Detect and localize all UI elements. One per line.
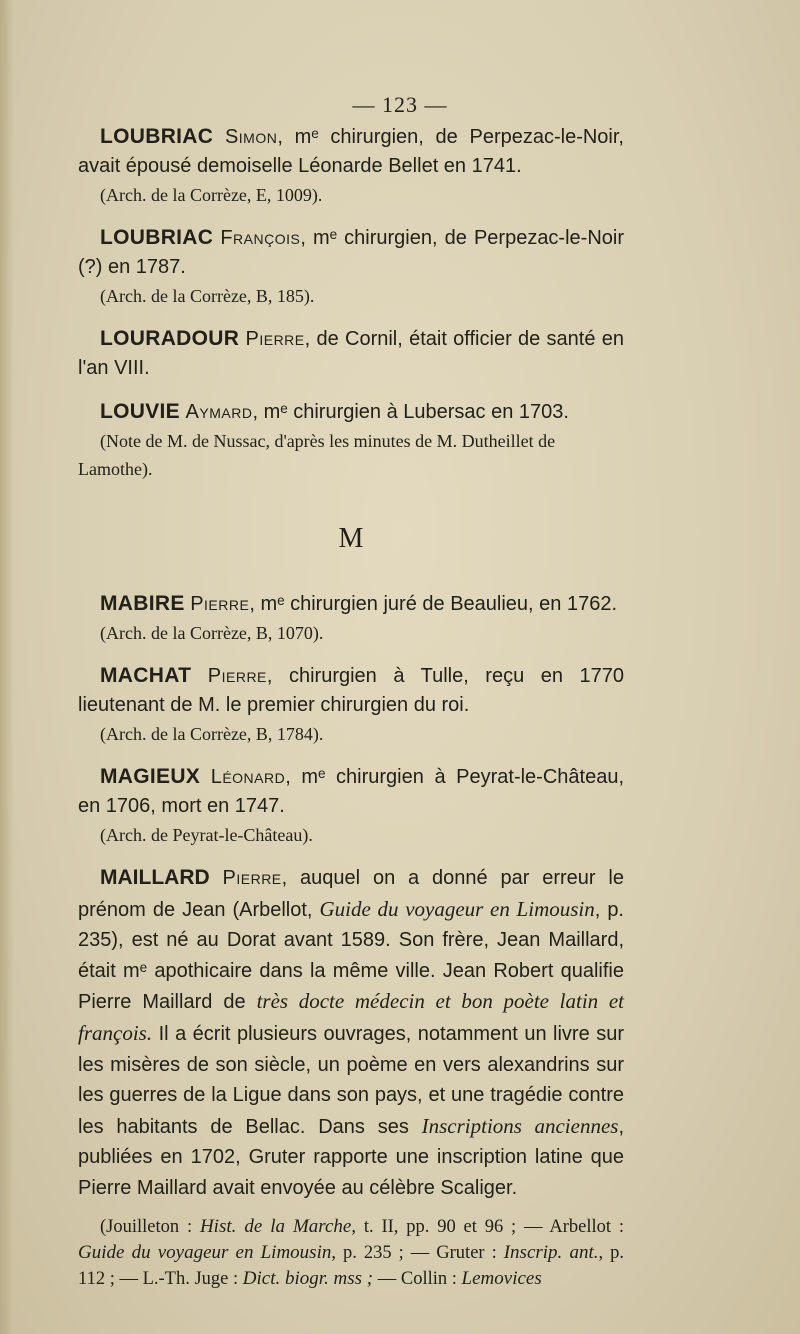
- entry-source-note: (Note de M. de Nussac, d'après les minutes de M. Dutheillet de Lamothe).: [78, 431, 556, 479]
- section-letter: M: [338, 523, 364, 554]
- page-edge-shadow: [0, 0, 14, 1334]
- entry-surname: LOURADOUR: [100, 327, 240, 350]
- ref-title: Hist. de la Marche: [199, 1215, 352, 1237]
- entry-louvie-aymard: [78, 397, 624, 427]
- entry-text: , mᵉ chirurgien à Lubersac en 1703.: [252, 401, 569, 423]
- entry-given-name: Aymard: [185, 401, 253, 423]
- entry-maillard-pierre: [78, 863, 624, 1204]
- ref-title: Guide du voyageur en Limousin: [78, 1241, 332, 1263]
- entry-source-note: (Arch. de la Corrèze, E, 1009).: [100, 185, 323, 205]
- entry-loubriac-francois: [78, 223, 624, 282]
- maillard-references: [78, 1214, 624, 1292]
- entry-text: , de Cornil, était officier de santé en l'an VIII.: [78, 328, 624, 379]
- entry-italic-title: Guide du voyageur en Limousin: [319, 896, 595, 921]
- ref-title: Lemovices: [461, 1267, 542, 1289]
- entry-given-name: Pierre: [190, 593, 250, 615]
- entry-surname: LOUBRIAC: [100, 125, 214, 148]
- entry-given-name: François: [220, 227, 301, 249]
- entry-given-name: Léonard: [210, 766, 286, 788]
- entry-text: , publiées en 1702, Gruter rapporte une inscription latine que Pierre Maillard avait envoyée au célèbre Scaliger.: [78, 1115, 625, 1199]
- entry-given-name: Pierre: [222, 867, 282, 889]
- entry-surname: MACHAT: [100, 664, 192, 687]
- ref-text: — Collin :: [373, 1268, 462, 1289]
- page-content: [78, 122, 624, 1292]
- ref-title: Dict. biogr. mss ;: [242, 1267, 374, 1289]
- entry-loubriac-simon: [78, 122, 624, 181]
- entry-text: , mᵉ chirurgien à Peyrat-le-Château, en 1706, mort en 1747.: [78, 766, 625, 817]
- entry-surname: MAGIEUX: [100, 765, 201, 788]
- entry-mabire-pierre: [78, 589, 624, 619]
- entry-given-name: Pierre: [207, 665, 267, 687]
- ref-title: Inscrip. ant.: [503, 1241, 599, 1263]
- entry-given-name: Simon: [224, 126, 278, 148]
- entry-surname: LOUBRIAC: [100, 226, 214, 249]
- entry-magieux-leonard: [78, 762, 624, 821]
- entry-louradour-pierre: [78, 324, 624, 383]
- entry-text: , mᵉ chirurgien, de Perpezac-le-Noir, avait épousé demoiselle Léonarde Bellet en 1741.: [78, 126, 624, 177]
- entry-italic-title: Inscriptions anciennes: [421, 1113, 619, 1138]
- page-number: — 123 —: [352, 92, 448, 117]
- entry-italic-quote: très docte médecin et bon poète latin et françois.: [78, 989, 624, 1045]
- entry-text: , p. 235), est né au Dorat avant 1589. Son frère, Jean Maillard, était mᵉ apothicaire dans la même ville. Jean Robert qualifie Pierre Maillard de: [78, 898, 624, 1014]
- entry-surname: LOUVIE: [100, 400, 180, 423]
- ref-text: , t. II, pp. 90 et 96 ; — Arbellot :: [351, 1216, 624, 1237]
- entry-surname: MAILLARD: [100, 866, 210, 889]
- entry-text: Il a écrit plusieurs ouvrages, notamment un livre sur les misères de son siècle, un poème en vers alexandrins sur les guerres de la Ligue dans son pays, et une tragédie contre les habitants de Bellac. Dans ses: [78, 1022, 624, 1138]
- entry-machat-pierre: [78, 661, 624, 720]
- entry-source-note: (Arch. de la Corrèze, B, 185).: [100, 286, 315, 306]
- entry-source-note: (Arch. de Peyrat-le-Château).: [100, 825, 313, 845]
- ref-text: (Jouilleton :: [100, 1216, 200, 1237]
- entry-given-name: Pierre: [245, 328, 305, 350]
- entry-surname: MABIRE: [100, 592, 185, 615]
- entry-source-note: (Arch. de la Corrèze, B, 1784).: [100, 724, 324, 744]
- entry-text: , auquel on a donné par erreur le prénom de Jean (Arbellot,: [78, 867, 624, 921]
- entry-text: , chirurgien à Tulle, reçu en 1770 lieutenant de M. le premier chirurgien du roi.: [78, 665, 624, 716]
- entry-text: , mᵉ chirurgien, de Perpezac-le-Noir (?) en 1787.: [78, 227, 624, 278]
- ref-text: , p. 112 ; — L.-Th. Juge :: [78, 1242, 624, 1289]
- entry-source-note: (Arch. de la Corrèze, B, 1070).: [100, 623, 324, 643]
- ref-text: , p. 235 ; — Gruter :: [331, 1242, 504, 1263]
- entry-text: , mᵉ chirurgien juré de Beaulieu, en 1762.: [249, 593, 617, 615]
